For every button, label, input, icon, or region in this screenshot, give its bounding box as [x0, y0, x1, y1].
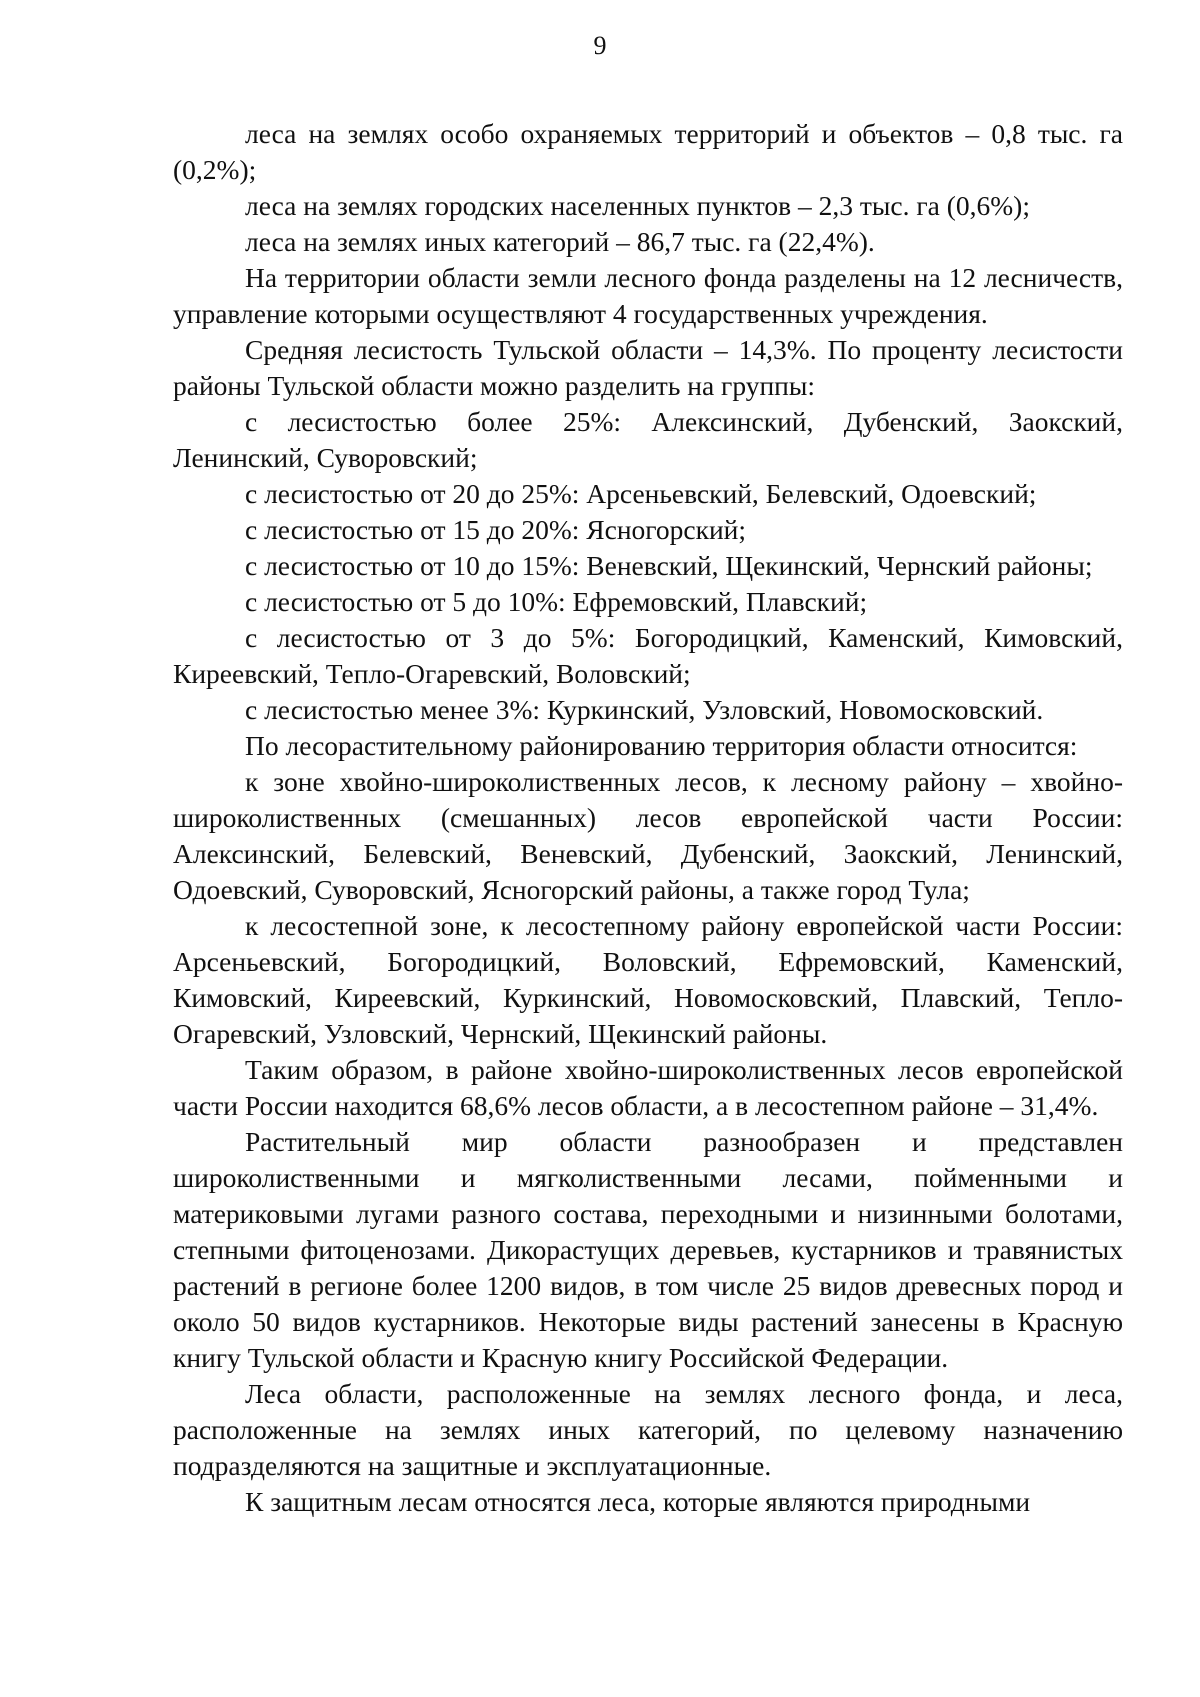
paragraph-zone-shares: Таким образом, в районе хвойно-широколиственных лесов европейской части России находится 68,6% лесов области, а в лесостепном районе – 31,4%.: [173, 1054, 1123, 1121]
paragraph-other-categories-forest: леса на землях иных категорий – 86,7 тыс. га (22,4%).: [245, 226, 875, 257]
paragraph-cover-3-5: с лесистостью от 3 до 5%: Богородицкий, Каменский, Кимовский, Киреевский, Тепло-Огаревский, Воловский;: [173, 622, 1123, 689]
paragraph-forest-steppe-zone: к лесостепной зоне, к лесостепному району европейской части России: Арсеньевский, Богородицкий, Воловский, Ефремовский, Каменский, Кимовский, Киреевский, Куркинский, Новомосковский, Плавский, Тепло-Огаревский, Узловский, Чернский, Щекинский районы.: [173, 910, 1123, 1049]
paragraph-cover-over-25: с лесистостью более 25%: Алексинский, Дубенский, Заокский, Ленинский, Суворовский;: [173, 406, 1123, 473]
page-number: 9: [593, 31, 607, 60]
paragraph-cover-under-3: с лесистостью менее 3%: Куркинский, Узловский, Новомосковский.: [245, 694, 1044, 725]
document-body: [173, 116, 1123, 1520]
paragraph-cover-10-15: с лесистостью от 10 до 15%: Веневский, Щекинский, Чернский районы;: [245, 550, 1093, 581]
paragraph-protected-areas-forest: леса на землях особо охраняемых территорий и объектов – 0,8 тыс. га (0,2%);: [173, 118, 1123, 185]
paragraph-forestries: На территории области земли лесного фонда разделены на 12 лесничеств, управление которыми осуществляют 4 государственных учреждения.: [173, 262, 1123, 329]
paragraph-zoning-intro: По лесорастительному районированию территория области относится:: [245, 730, 1078, 761]
paragraph-mixed-forest-zone: к зоне хвойно-широколиственных лесов, к лесному району – хвойно-широколиственных (смешанных) лесов европейской части России: Алексинский, Белевский, Веневский, Дубенский, Заокский, Ленинский, Одоевский, Суворовский, Ясногорский районы, а также город Тула;: [173, 766, 1123, 905]
paragraph-average-forest-cover: Средняя лесистость Тульской области – 14,3%. По проценту лесистости районы Тульской области можно разделить на группы:: [173, 334, 1123, 401]
paragraph-cover-20-25: с лесистостью от 20 до 25%: Арсеньевский, Белевский, Одоевский;: [245, 478, 1037, 509]
paragraph-protective-forests: К защитным лесам относятся леса, которые являются природными: [245, 1486, 1031, 1517]
paragraph-forest-purpose: Леса области, расположенные на землях лесного фонда, и леса, расположенные на землях иных категорий, по целевому назначению подразделяются на защитные и эксплуатационные.: [173, 1378, 1123, 1481]
paragraph-flora: Растительный мир области разнообразен и представлен широколиственными и мягколиственными лесами, пойменными и материковыми лугами разного состава, переходными и низинными болотами, степными фитоценозами. Дикорастущих деревьев, кустарников и травянистых растений в регионе более 1200 видов, в том числе 25 видов древесных пород и около 50 видов кустарников. Некоторые виды растений занесены в Красную книгу Тульской области и Красную книгу Российской Федерации.: [173, 1126, 1123, 1373]
paragraph-cover-15-20: с лесистостью от 15 до 20%: Ясногорский;: [245, 514, 747, 545]
paragraph-cover-5-10: с лесистостью от 5 до 10%: Ефремовский, Плавский;: [245, 586, 868, 617]
paragraph-urban-forest: леса на землях городских населенных пунктов – 2,3 тыс. га (0,6%);: [245, 190, 1030, 221]
